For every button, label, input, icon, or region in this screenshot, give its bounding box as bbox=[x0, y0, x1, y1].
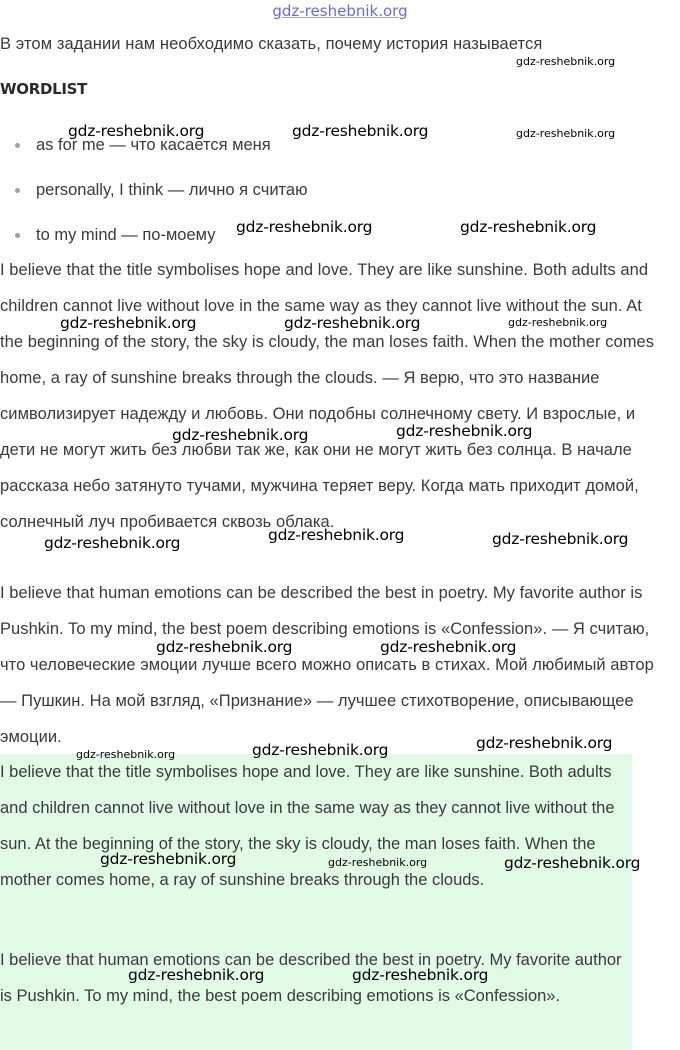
watermark: gdz-reshebnik.org bbox=[292, 122, 429, 140]
watermark: gdz-reshebnik.org bbox=[380, 638, 517, 656]
wordlist-heading: WORDLIST bbox=[0, 80, 88, 98]
answer-paragraph-2: I believe that human emotions can be described the best in poetry. My favorite author is Pushkin. To my mind, the best poem describing emotions is «Confession». — Я считаю, что человеческие эмоции лучше всего можно описать в стихах. Мой любимый автор — Пушкин. На мой взгляд, «Признание» — лучшее стихотворение, описывающее эмоции. bbox=[0, 584, 654, 746]
watermark: gdz-reshebnik.org bbox=[352, 966, 489, 984]
watermark: gdz-reshebnik.org bbox=[492, 530, 629, 548]
list-item-text: to my mind — по-моему bbox=[36, 226, 216, 244]
watermark: gdz-reshebnik.org bbox=[516, 127, 616, 140]
watermark: gdz-reshebnik.org bbox=[100, 850, 237, 868]
watermark: gdz-reshebnik.org bbox=[60, 314, 197, 332]
watermark: gdz-reshebnik.org bbox=[396, 422, 533, 440]
list-item-text: personally, I think — лично я считаю bbox=[36, 181, 308, 199]
watermark: gdz-reshebnik.org bbox=[156, 638, 293, 656]
wordlist bbox=[0, 124, 680, 259]
watermark: gdz-reshebnik.org bbox=[284, 314, 421, 332]
watermark: gdz-reshebnik.org bbox=[328, 856, 428, 869]
watermark: gdz-reshebnik.org bbox=[460, 218, 597, 236]
list-item-text: as for me — что касается меня bbox=[36, 136, 271, 154]
watermark: gdz-reshebnik.org bbox=[476, 734, 613, 752]
watermark: gdz-reshebnik.org bbox=[508, 316, 608, 329]
site-title-link[interactable]: gdz-reshebnik.org bbox=[272, 2, 408, 20]
highlighted-paragraph-2: I believe that human emotions can be described the best in poetry. My favorite author is Pushkin. To my mind, the best poem describing emotions is «Confession». bbox=[0, 951, 622, 1005]
bullet-icon bbox=[15, 143, 20, 148]
answer-paragraph-1: I believe that the title symbolises hope and love. They are like sunshine. Both adults and children cannot live without love in the same way as they cannot live without the sun. At the beginning of the story, the sky is cloudy, the man loses faith. When the mother comes home, a ray of sunshine breaks through the clouds. — Я верю, что это название символизирует надежду и любовь. Они подобны солнечному свету. И взрослые, и дети не могут жить без любви так же, как они не могут жить без солнца. В начале рассказа небо затянуто тучами, мужчина теряет веру. Когда мать приходит домой, солнечный луч пробивается сквозь облака. bbox=[0, 261, 655, 531]
list-item bbox=[0, 169, 680, 214]
highlighted-paragraph-1: I believe that the title symbolises hope and love. They are like sunshine. Both adults and children cannot live without love in the same way as they cannot live without the sun. At the beginning of the story, the sky is cloudy, the man loses faith. When the mother comes home, a ray of sunshine breaks through the clouds. bbox=[0, 763, 615, 889]
watermark: gdz-reshebnik.org bbox=[44, 534, 181, 552]
highlighted-answer-box bbox=[0, 754, 632, 1050]
watermark: gdz-reshebnik.org bbox=[504, 854, 641, 872]
watermark: gdz-reshebnik.org bbox=[252, 741, 389, 759]
bullet-icon bbox=[15, 233, 20, 238]
watermark: gdz-reshebnik.org bbox=[516, 55, 616, 68]
watermark: gdz-reshebnik.org bbox=[68, 122, 205, 140]
watermark: gdz-reshebnik.org bbox=[76, 748, 176, 761]
watermark: gdz-reshebnik.org bbox=[236, 218, 373, 236]
watermark: gdz-reshebnik.org bbox=[128, 966, 265, 984]
watermark: gdz-reshebnik.org bbox=[172, 426, 309, 444]
watermark: gdz-reshebnik.org bbox=[268, 526, 405, 544]
intro-line: В этом задании нам необходимо сказать, почему история называется bbox=[0, 35, 543, 53]
bullet-icon bbox=[15, 188, 20, 193]
